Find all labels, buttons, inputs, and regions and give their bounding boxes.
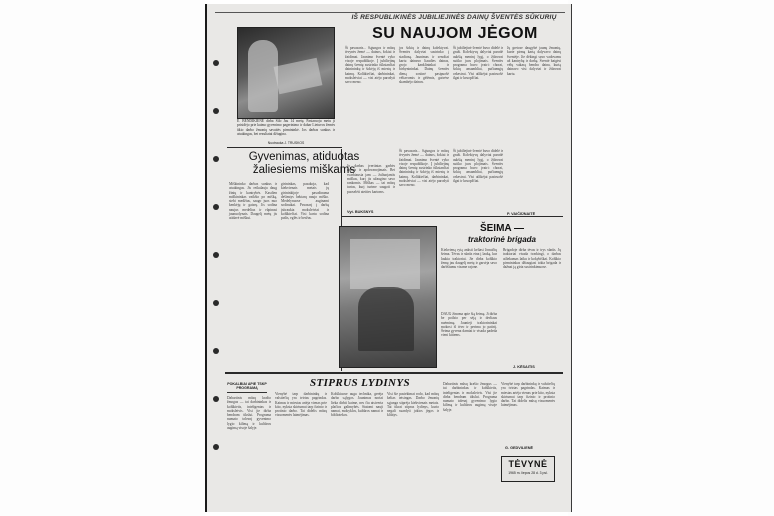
main-headline: SU NAUJOM JĖGOM [372,25,538,42]
program-label: POKALBIAI APIE TSKP PROGRAMĄ [227,382,267,393]
article-2-col-1: Miškininko darbas sunkus ir atsakingas. Jis reikalauja daug žinių ir kantrybės. Kasdien miškininkas vaikšto po mišką, stebi medžius, saugo juos nuo kenkėjų ir gaisrų. Jis sodina naujus medelius ir rūpinasi jaunuolynais. Daugelį metų jis atidavė miškui. [229,182,278,221]
binding-hole [213,396,219,402]
photo-window [350,239,420,289]
binding-hole [213,252,219,258]
photo-credit: Nuotrauka J. TRUSKOS [267,141,305,145]
photo-tractor-family [339,226,437,368]
article-3-col-1: Kiekvieną rytą anksti keliasi Jonaičių šeima. Tėvas ir sūnūs eina į lauką, kur laukia traktoriai. Jie dirba kolūkio žemę jau daugelį metų ir garsėja savo darbštumu visame rajone. [441,248,498,270]
right-background [568,0,774,516]
article-4-col-3: Kolūkiuose auga technika, gerėja darbo sąlygos. Jaunimas noriai lieka dirbti kaime, nes čia atsiveria plačios galimybės. Statomi nauji namai, mokyklos, kultūros namai ir bibliotekos. [331,392,384,418]
section-divider [341,216,563,217]
article-3-signature: J. KĖSAITIS [513,365,535,369]
article-4-col-5: Dabartinis mūsų krašto žmogus — tai darbininkas ir kolūkietis, inteligentas ir moksleivis. Visi jie dirba bendram tikslui. Programa numato tolesnį gyvenimo lygio kilimą ir kultūros augimą visoje šalyje. [443,382,498,412]
article-2-col-3: Jo darbas įvertintas garbės raštais ir apdovanojimais. Bet svarbiausia jam — žaliuojantis miškas, kurį jis užaugino savo rankomis. Miškas — tai mūsų turtas, kurį turime saugoti ir puoselėti ateities kartoms. [347,164,396,194]
article-4-col-2: Vienybė tarp darbininkų ir valstiečių yra tvirtas pagrindas. Kaimas ir miestas artėja vienas prie kito, nyksta skirtumai tarp fizinio ir protinio darbo. Tai didelis mūsų visuomenės laimėjimas. [275,392,328,418]
article-4-col-1: Dabartinis mūsų krašto žmogus — tai darbininkas ir kolūkietis, inteligentas ir moksleivis. Visi jie dirba bendram tikslui. Programa numato tolesnį gyvenimo lygio kilimą ir kultūros augimą visoje šalyje. [227,396,272,431]
article-4-col-4: Visi šie pasiekimai rodo, kad mūsų kelias teisingas. Darbo žmonių sąjunga stiprėja kiekvienais metais. Tai tikrai stiprus lydinys, kurio negali suardyti jokios jėgos ir kliūtys. [387,392,440,418]
binding-hole [213,108,219,114]
binding-hole [213,156,219,162]
masthead-box [501,456,555,482]
binding-hole [213,60,219,66]
kicker-line: IŠ RESPUBLIKINĖS JUBILIEJINĖS DAINŲ ŠVENTĖS SŪKURIŲ [351,14,557,21]
photo-object [274,58,323,95]
article-1-col-1: Ši pavasaris... Sąjungos ir mūsų tėvynės žemė — dainos, šokiai ir žaidimai. Jaunimo šventė vyko visoje respublikoje. Į jubiliejinę dainų šventę susirinko tūkstančiai dainininkų ir šokėjų iš miestų ir kaimų. Kolūkiečiai, darbininkai, moksleiviai — visi atėjo parodyti savo meno. [345,46,396,85]
article-3-col-3: DAUG žinoma apie šią šeimą. Ji dirba be poilsio per sėją ir derliaus nuėmimą. Jaunieji traktorininkai mokosi iš tėvo ir perima jo patirtį. Šeima gyvena darniai ir visada padeda vieni kitiems. [441,312,498,338]
masthead-title: TĖVYNĖ [508,459,548,469]
binding-hole [213,300,219,306]
article-4-signature: G. GEDVILIENĖ [505,446,534,450]
binding-hole [213,204,219,210]
left-background [0,0,205,516]
photo-person [358,287,414,351]
photo-woman-working [237,27,335,119]
binding-hole [213,348,219,354]
section-divider [227,147,342,148]
family-article-subhead: traktorinė brigada [467,235,536,244]
bottom-section-rule [225,372,563,374]
article-2-col-2: girininkas, pasakoja, kad kiekvienais metais jų girininkijoje pasodinama dešimtys hektarų naujo miško. Medelynuose auginami sodinukai. Pavasarį į darbą įsitraukia moksleiviai ir kolūkiečiai. Visi kartu sodina pušis, eglės ir beržus. [281,182,330,221]
masthead-date: 1965 m. liepos 28 d. 3 psl. [508,471,548,475]
alloy-article-headline: STIPRUS LYDINYS [309,377,411,389]
family-article-headline: ŠEIMA — [479,223,525,234]
photo-caption: E. BENDIKIENĖ dirba Šilo Jau 14 metų. Pastaruoju metu ji prisidėjo prie kaimo gyvenimo pagerinimo ir dabar Lietuvos žemės ūkio darbo žmonių savaitės pirmininkė. Jos darbas sunkus ir atsakingas, bet rezultatai džiugina. [237,119,335,136]
article-2-signature: Vyt. BUKSNYS [347,210,374,214]
article-1-col-3: Ši jubiliejinė šventė buvo didelė ir graži. Kolektyvų dalyviai parodė aukštą meninį lygį, o žiūrovai sutiko juos plojimais. Šventės programa buvo įvairi: chorai, šokių ansambliai, pučiamųjų orkestrai. Visi atlikėjai pasiruošė ilgai ir kruopščiai. [453,46,504,81]
article-1-col-4: Jų gretose daugybė jaunų žmonių, kurie pirmą kartą dalyvavo dainų šventėje. Jie dėkingi savo vadovams už kantrybę ir darbą. Šventė baigėsi vėlų vakarą bendra daina, kurią dainavo visi dalyviai ir žiūrovai kartu. [507,46,562,76]
article-1-col-2b: Ši pavasaris... Sąjungos ir mūsų tėvynės žemė — dainos, šokiai ir žaidimai. Jaunimo šventė vyko visoje respublikoje. Į jubiliejinę dainų šventę susirinko tūkstančiai dainininkų ir šokėjų iš miestų ir kaimų. Kolūkiečiai, darbininkai, moksleiviai — visi atėjo parodyti savo meno. [399,149,450,188]
article-1-col-3b: Ši jubiliejinė šventė buvo didelė ir graži. Kolektyvų dalyviai parodė aukštą meninį lygį, o žiūrovai sutiko juos plojimais. Šventės programa buvo įvairi: chorai, šokių ansambliai, pučiamųjų orkestrai. Visi atlikėjai pasiruošė ilgai ir kruopščiai. [453,149,504,184]
binding-hole [213,444,219,450]
article-3-col-2: Brigadoje dirba tėvas ir trys sūnūs. Jų traktoriai visada tvarkingi, o darbas atliekamas laiku ir kokybiškai. Kolūkio pirmininkas džiaugiasi tokia brigada ir dažnai ją giria susirinkimuose. [503,248,562,270]
article-1-signature: P. VAIČIŪNAITĖ [507,212,536,216]
top-rule [215,6,565,13]
forest-article-headline: Gyvenimas, atiduotas žaliesiems miškams [248,151,360,176]
newspaper-page [205,4,572,512]
article-4-col-6: Vienybė tarp darbininkų ir valstiečių yra tvirtas pagrindas. Kaimas ir miestas artėja vienas prie kito, nyksta skirtumai tarp fizinio ir protinio darbo. Tai didelis mūsų visuomenės laimėjimas. [501,382,556,408]
article-1-col-2: jos šokių ir dainų kolektyvai. Šventės dalyviai susirinko į stadioną. Jaunimas ir senoliai kartu dainavo liaudies dainas, grojo kanklininkai ir birbynininkai. Dainų šventės dieną sostinė pasipuošė vėliavomis ir gėlėmis, gatvėse skambėjo dainos. [399,46,450,85]
photo-figure [248,40,278,112]
